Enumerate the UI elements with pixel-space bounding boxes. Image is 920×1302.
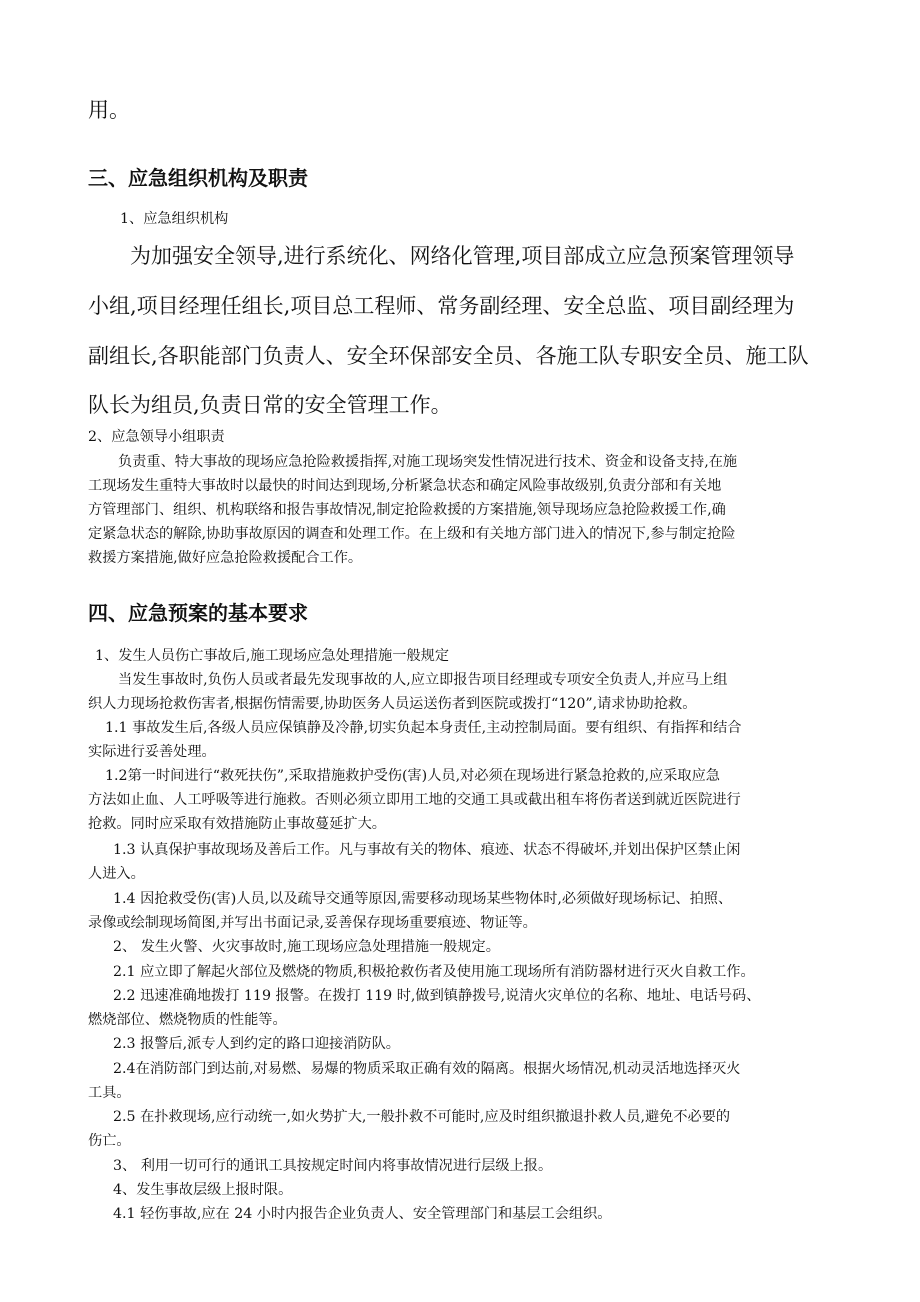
sec4-line-24: 4.1 轻伤事故,应在 24 小时内报告企业负责人、安全管理部门和基层工会组织。 <box>113 1206 612 1222</box>
para1-line-1: 为加强安全领导,进行系统化、网络化管理,项目部成立应急预案管理领导 <box>130 244 795 268</box>
sec4-line-6: 1.2第一时间进行“救死扶伤”,采取措施救护受伤(害)人员,对必须在现场进行紧急抢救的,应采取应急 <box>105 768 720 784</box>
para2-line-4: 定紧急状态的解除,协助事故原因的调查和处理工作。在上级和有关地方部门进入的情况下,参与制定抢险 <box>88 526 736 542</box>
sec4-line-21: 伤亡。 <box>88 1133 131 1149</box>
sec4-line-9: 1.3 认真保护事故现场及善后工作。凡与事故有关的物体、痕迹、状态不得破坏,并划出保护区禁止闲 <box>113 842 741 858</box>
section-3-heading: 三、应急组织机构及职责 <box>88 166 308 190</box>
subheading-1: 1、应急组织机构 <box>120 211 229 227</box>
sec4-line-1: 1、发生人员伤亡事故后,施工现场应急处理措施一般规定 <box>95 648 450 664</box>
sec4-line-14: 2.1 应立即了解起火部位及燃烧的物质,积极抢救伤者及使用施工现场所有消防器材进行灭火自救工作。 <box>113 964 755 980</box>
sec4-line-15: 2.2 迅速准确地拨打 119 报警。在拨打 119 时,做到镇静拨号,说清火灾单位的名称、地址、电话号码、 <box>113 988 761 1004</box>
para1-line-4: 队长为组员,负责日常的安全管理工作。 <box>88 393 452 417</box>
para2-line-5: 救援方案措施,做好应急抢险救援配合工作。 <box>88 550 363 566</box>
subheading-2: 2、应急领导小组职责 <box>88 429 225 445</box>
sec4-line-7: 方法如止血、人工呼吸等进行施救。否则必须立即用工地的交通工具或截出租车将伤者送到就近医院进行 <box>88 792 741 808</box>
sec4-line-8: 抢救。同时应采取有效措施防止事故蔓延扩大。 <box>88 816 386 832</box>
sec4-line-22: 3、 利用一切可行的通讯工具按规定时间内将事故情况进行层级上报。 <box>113 1158 553 1174</box>
sec4-line-4: 1.1 事故发生后,各级人员应保镇静及冷静,切实负起本身责任,主动控制局面。要有组织、有指挥和结合 <box>105 720 742 736</box>
para1-line-3: 副组长,各职能部门负责人、安全环保部安全员、各施工队专职安全员、施工队 <box>88 344 809 368</box>
sec4-line-20: 2.5 在扑救现场,应行动统一,如火势扩大,一般扑救不可能时,应及时组织撤退扑救人员,避免不必要的 <box>113 1109 731 1125</box>
sec4-line-19: 工具。 <box>88 1085 131 1101</box>
fragment-top: 用。 <box>88 98 130 122</box>
para2-line-1: 负责重、特大事故的现场应急抢险救援指挥,对施工现场突发性情况进行技术、资金和设备支持,在施 <box>118 454 738 470</box>
sec4-line-16: 燃烧部位、燃烧物质的性能等。 <box>88 1012 287 1028</box>
sec4-line-5: 实际进行妥善处理。 <box>88 744 216 760</box>
sec4-line-11: 1.4 因抢救受伤(害)人员,以及疏导交通等原因,需要移动现场某些物体时,必须做好现场标记、拍照、 <box>113 891 733 907</box>
sec4-line-18: 2.4在消防部门到达前,对易燃、易爆的物质采取正确有效的隔离。根据火场情况,机动灵活地选择灭火 <box>113 1061 741 1077</box>
para2-line-2: 工现场发生重特大事故时以最快的时间达到现场,分析紧急状态和确定风险事故级别,负责分部和有关地 <box>88 478 722 494</box>
sec4-line-23: 4、发生事故层级上报时限。 <box>113 1182 293 1198</box>
sec4-line-10: 人进入。 <box>88 866 145 882</box>
sec4-line-2: 当发生事故时,负伤人员或者最先发现事故的人,应立即报告项目经理或专项安全负责人,并应马上组 <box>118 672 728 688</box>
sec4-line-3: 织人力现场抢救伤害者,根据伤情需要,协助医务人员运送伤者到医院或拨打“120”,请求协助抢救。 <box>88 696 697 712</box>
section-4-heading: 四、应急预案的基本要求 <box>88 601 308 625</box>
para1-line-2: 小组,项目经理任组长,项目总工程师、常务副经理、安全总监、项目副经理为 <box>88 294 795 318</box>
sec4-line-17: 2.3 报警后,派专人到约定的路口迎接消防队。 <box>113 1036 400 1052</box>
sec4-line-13: 2、 发生火警、火灾事故时,施工现场应急处理措施一般规定。 <box>113 939 500 955</box>
sec4-line-12: 录像或绘制现场简图,并写出书面记录,妥善保存现场重要痕迹、物证等。 <box>88 915 537 931</box>
para2-line-3: 方管理部门、组织、机构联络和报告事故情况,制定抢险救援的方案措施,领导现场应急抢险救援工作,确 <box>88 502 726 518</box>
